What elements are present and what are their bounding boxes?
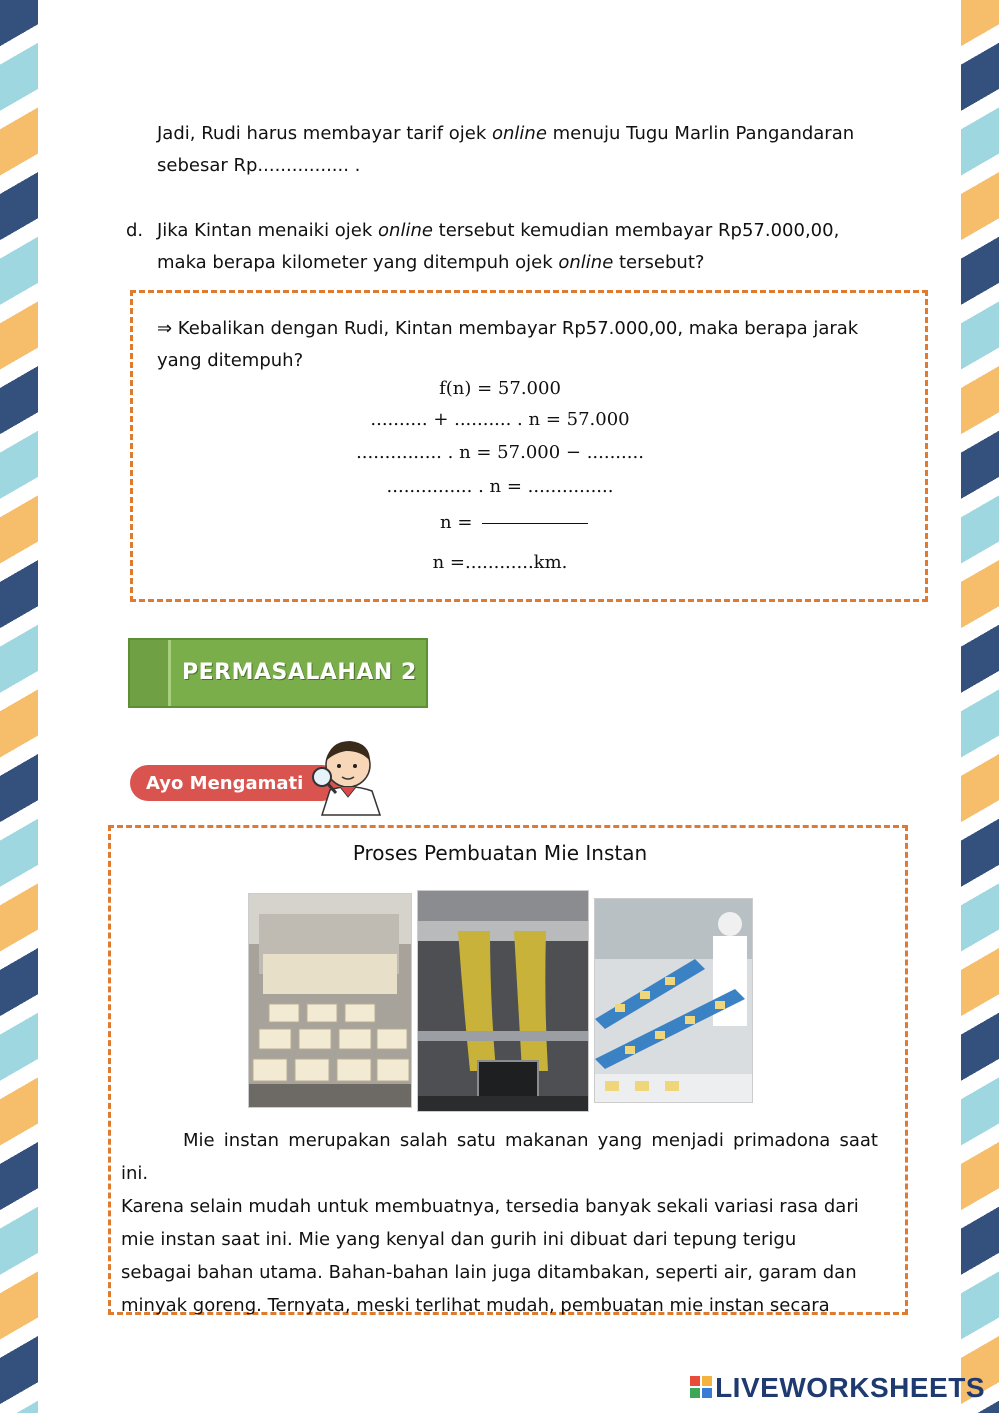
process-title: Proses Pembuatan Mie Instan xyxy=(352,841,648,865)
text-italic: online xyxy=(492,123,547,144)
paragraph-line: sebagai bahan utama. Bahan-bahan lain juga ditambakan, seperti air, garam dan xyxy=(121,1262,857,1283)
text: maka berapa kilometer yang ditempuh ojek xyxy=(157,252,559,273)
paragraph-line: mie instan saat ini. Mie yang kenyal dan gurih ini dibuat dari tepung terigu xyxy=(121,1229,797,1250)
equation-4[interactable]: ............... . n = ............... xyxy=(386,476,614,497)
text: yang ditempuh? xyxy=(157,350,304,371)
liveworksheets-logo xyxy=(690,1376,712,1398)
text: Jadi, Rudi harus membayar tarif ojek xyxy=(157,123,492,144)
text: tersebut? xyxy=(613,252,705,273)
paragraph-line: Karena selain mudah untuk membuatnya, tersedia banyak sekali variasi rasa dari xyxy=(121,1196,859,1217)
text-italic: online xyxy=(558,252,614,273)
photo-noodle-rollers xyxy=(248,893,412,1108)
process-paragraph xyxy=(121,1124,878,1322)
fraction-line xyxy=(482,523,588,524)
observe-badge xyxy=(130,765,340,801)
text: sebesar Rp................ . xyxy=(157,155,361,176)
paragraph-line: Mie instan merupakan salah satu makanan yang menjadi primadona saat ini. xyxy=(121,1130,878,1184)
equation-5[interactable] xyxy=(440,512,600,533)
text: Jika Kintan menaiki ojek xyxy=(157,220,379,241)
text: menuju Tugu Marlin Pangandaran xyxy=(546,123,855,144)
question-d xyxy=(157,215,877,279)
equation-6[interactable]: n =............km. xyxy=(432,552,568,573)
logo-icon xyxy=(690,1376,712,1398)
badge-label: Ayo Mengamati xyxy=(146,773,304,794)
banner-title: PERMASALAHAN 2 xyxy=(182,660,417,685)
text-italic: online xyxy=(378,220,433,241)
boy-magnifier-illustration xyxy=(310,735,390,820)
text: n = xyxy=(440,512,473,533)
text: ⇒ Kebalikan dengan Rudi, Kintan membayar Rp57.000,00, maka berapa jarak xyxy=(157,318,859,339)
liveworksheets-wordmark: LIVEWORKSHEETS xyxy=(715,1372,985,1403)
text: tersebut kemudian membayar Rp57.000,00, xyxy=(432,220,840,241)
banner-left-bar xyxy=(130,640,171,706)
photo-noodle-strands xyxy=(417,890,589,1112)
question-d-marker: d. xyxy=(126,220,144,241)
left-stripe-border xyxy=(0,0,38,1413)
equation-2[interactable]: .......... + .......... . n = 57.000 xyxy=(370,409,630,430)
right-stripe-border xyxy=(961,0,999,1413)
answer-intro xyxy=(157,313,877,377)
equation-1: f(n) = 57.000 xyxy=(439,378,561,399)
section-banner xyxy=(128,638,428,708)
equation-3[interactable]: ............... . n = 57.000 − .......... xyxy=(356,442,644,463)
paragraph-line: minyak goreng. Ternyata, meski terlihat mudah, pembuatan mie instan secara xyxy=(121,1295,830,1316)
photo-production-line xyxy=(594,898,753,1103)
top-paragraph xyxy=(157,118,877,182)
